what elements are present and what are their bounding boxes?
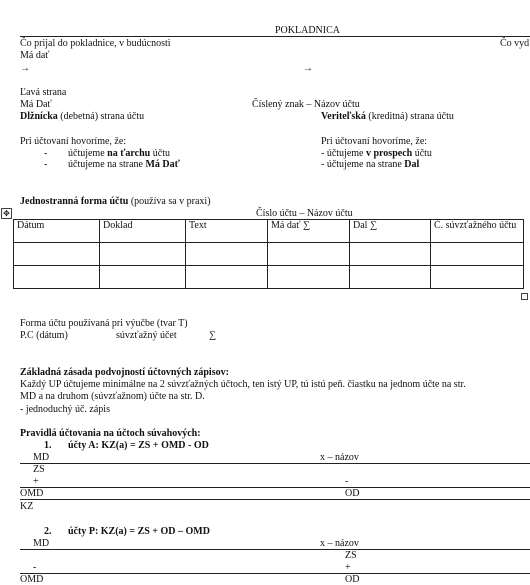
table-header-row (14, 220, 524, 243)
column-header: Má dať ∑ (268, 220, 350, 243)
account-table (13, 219, 524, 289)
table-resize-handle[interactable] (521, 293, 528, 300)
table-cell[interactable] (350, 266, 431, 289)
table-cell[interactable] (186, 266, 268, 289)
table-cell[interactable] (268, 266, 350, 289)
table-cell[interactable] (14, 243, 100, 266)
credit-side-description: Veriteľská (kreditná) strana účtu (321, 111, 454, 122)
t-account-rule (20, 499, 530, 500)
column-header: Doklad (100, 220, 186, 243)
title-rule (20, 36, 530, 37)
od-label: OD (345, 574, 360, 585)
principle-heading: Základná zásada podvojností účtovných zápisov: (20, 367, 229, 378)
od-label: OD (345, 488, 360, 499)
table-cell[interactable] (186, 243, 268, 266)
column-header: Text (186, 220, 268, 243)
kz-label: KZ (20, 501, 34, 512)
table-cell[interactable] (100, 266, 186, 289)
rule-number: 1. (44, 440, 52, 451)
principle-line: Každý UP účtujeme minimálne na 2 súvzťažných účtoch, ten istý UP, tú istú peň. čiastku na jednom účte na str. (20, 379, 466, 390)
omd-label: OMD (20, 488, 44, 499)
table-cell[interactable] (268, 243, 350, 266)
arrow-right-icon: → (20, 63, 30, 74)
list-item: - účtujeme na strane Dal (321, 159, 420, 170)
plus-sign: + (345, 562, 351, 573)
list-item: účtujeme na ťarchu účtu (68, 148, 170, 159)
table-title: Číslo účtu – Názov účtu (256, 208, 353, 219)
omd-label: OMD (20, 574, 44, 585)
right-note: Čo vyd (500, 38, 530, 49)
t-form-account: súvzťažný účet (116, 330, 177, 341)
account-name: x – názov (320, 452, 359, 463)
ma-dat-label: Má dať (20, 50, 50, 61)
left-side-label: Ľavá strana (20, 87, 67, 98)
table-cell[interactable] (100, 243, 186, 266)
t-form-caption: Forma účtu používaná pri výučbe (tvar T) (20, 318, 188, 329)
table-row (14, 266, 524, 289)
t-account-rule (20, 463, 530, 464)
rule-p-title: účty P: KZ(a) = ZS + OD – OMD (68, 526, 210, 537)
column-header: Dátum (14, 220, 100, 243)
table-row (14, 243, 524, 266)
md-label: MD (33, 452, 50, 463)
t-account-rule (20, 573, 530, 574)
right-intro: Pri účtovaní hovoríme, že: (321, 136, 428, 147)
principle-line: MD a na druhom (súvzťažnom) účte na str. D. (20, 391, 205, 402)
list-item: - (44, 159, 48, 170)
column-header: Č. súvzťažného účtu (431, 220, 524, 243)
principle-line: - jednoduchý úč. zápis (20, 404, 110, 415)
sum-icon: ∑ (209, 330, 217, 341)
rules-heading: Pravidlá účtovania na účtoch súvahových: (20, 428, 201, 439)
list-item: - účtujeme v prospech účtu (321, 148, 432, 159)
left-note: Čo prijal do pokladnice, v budúcnosti (20, 38, 171, 49)
plus-sign: + (33, 476, 39, 487)
rule-number: 2. (44, 526, 52, 537)
minus-sign: - (345, 476, 349, 487)
left-intro: Pri účtovaní hovoríme, že: (20, 136, 127, 147)
minus-sign: - (33, 562, 37, 573)
table-cell[interactable] (350, 243, 431, 266)
debit-side-description: Dlžnícka (debetná) strana účtu (20, 111, 145, 122)
table-cell[interactable] (431, 266, 524, 289)
t-form-date: P.C (dátum) (20, 330, 68, 341)
md-label: MD (33, 538, 50, 549)
zs-label: ZS (33, 464, 45, 475)
arrow-right-icon: → (303, 63, 313, 74)
zs-label: ZS (345, 550, 357, 561)
list-item: účtujeme na strane Má Dať (68, 159, 180, 170)
column-header: Dal ∑ (350, 220, 431, 243)
table-cell[interactable] (14, 266, 100, 289)
t-account-rule (20, 549, 530, 550)
move-handle-icon[interactable]: ✥ (1, 208, 12, 219)
account-name-label: Číslený znak – Názov účtu (252, 99, 360, 110)
ma-dat-side: Má Dať (20, 99, 52, 110)
page-title: POKLADNICA (275, 25, 340, 36)
list-item: - (44, 148, 48, 159)
one-sided-heading: Jednostranná forma účtu (používa sa v praxi) (20, 196, 211, 207)
rule-a-title: účty A: KZ(a) = ZS + OMD - OD (68, 440, 209, 451)
t-account-rule (20, 487, 530, 488)
account-name: x – názov (320, 538, 359, 549)
table-cell[interactable] (431, 243, 524, 266)
